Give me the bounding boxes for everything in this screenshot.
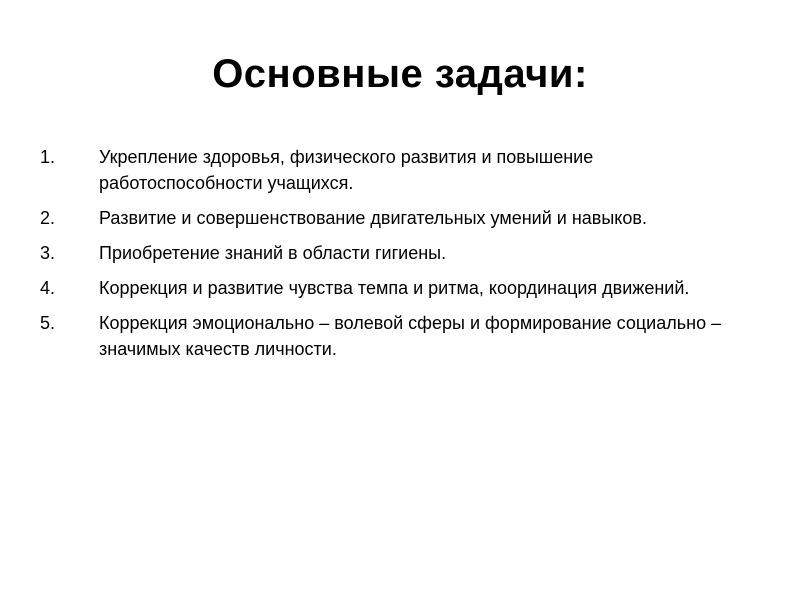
item-number: 4. <box>40 278 56 298</box>
item-number: 5. <box>40 313 56 333</box>
list-item <box>40 205 740 231</box>
item-text: Укрепление здоровья, физического развития и повышение работоспособности учащихся. <box>99 147 594 193</box>
list-item <box>40 275 740 301</box>
list-item <box>40 310 740 362</box>
item-number: 2. <box>40 208 56 228</box>
task-list <box>40 144 740 371</box>
item-text: Коррекция эмоционально – волевой сферы и формирование социально – значимых качеств личности. <box>99 313 722 359</box>
item-text: Развитие и совершенствование двигательных умений и навыков. <box>99 208 647 228</box>
item-number: 3. <box>40 243 56 263</box>
list-item <box>40 240 740 266</box>
slide-title: Основные задачи: <box>212 52 588 96</box>
item-text: Коррекция и развитие чувства темпа и ритма, координация движений. <box>99 278 690 298</box>
item-text: Приобретение знаний в области гигиены. <box>99 243 447 263</box>
list-item <box>40 144 740 196</box>
item-number: 1. <box>40 147 56 167</box>
